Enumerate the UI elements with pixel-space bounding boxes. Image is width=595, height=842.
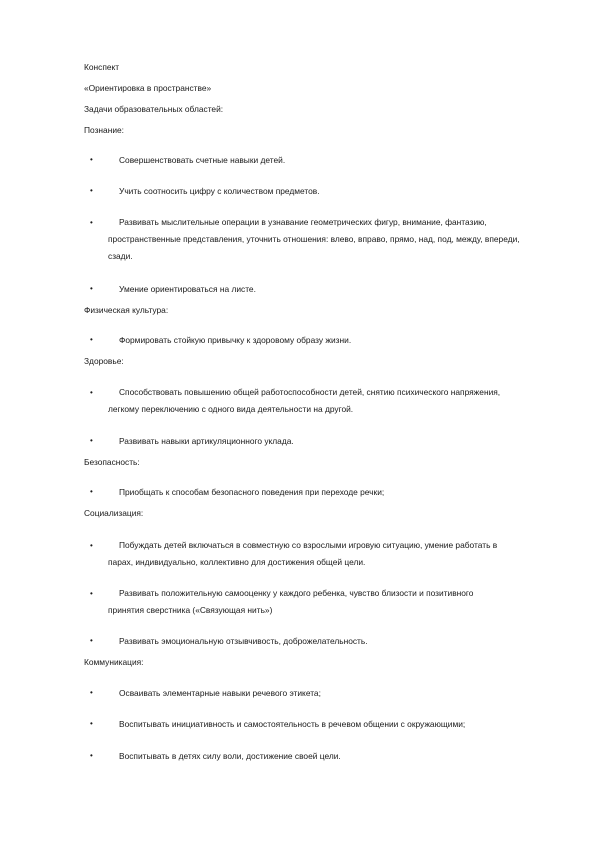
list-item: Приобщать к способам безопасного поведения при переходе речки; xyxy=(119,487,385,497)
section-heading-physical-culture: Физическая культура: xyxy=(84,305,169,315)
list-item xyxy=(108,214,534,265)
list-item-line: Побуждать детей включаться в совместную со взрослыми игровую ситуацию, умение работать в xyxy=(119,540,498,550)
list-item-line: Развивать положительную самооценку у каждого ребенка, чувство близости и позитивного xyxy=(119,588,474,598)
bullet-glyph: • xyxy=(90,218,93,227)
section-heading-health: Здоровье: xyxy=(84,356,124,366)
list-item-continuation: легкому переключению с одного вида деятельности на другой. xyxy=(108,404,354,414)
bullet-glyph: • xyxy=(90,388,93,397)
section-heading-safety: Безопасность: xyxy=(84,457,140,467)
list-item-continuation: парах, индивидуально, коллективно для достижения общей цели. xyxy=(108,557,366,567)
list-item: Учить соотносить цифру с количеством предметов. xyxy=(119,186,320,196)
section-heading-communication: Коммуникация: xyxy=(84,657,144,667)
section-heading-socialization: Социализация: xyxy=(84,508,144,518)
list-item: Осваивать элементарные навыки речевого этикета; xyxy=(119,688,321,698)
list-item: Воспитывать инициативность и самостоятельность в речевом общении с окружающими; xyxy=(119,719,466,729)
bullet-glyph: • xyxy=(90,155,93,164)
bullet-glyph: • xyxy=(90,751,93,760)
bullet-glyph: • xyxy=(90,688,93,697)
bullet-glyph: • xyxy=(90,186,93,195)
list-item xyxy=(108,585,534,619)
tasks-heading: Задачи образовательных областей: xyxy=(84,104,224,114)
bullet-glyph: • xyxy=(90,636,93,645)
bullet-glyph: • xyxy=(90,284,93,293)
list-item xyxy=(108,537,534,571)
section-heading-cognition: Познание: xyxy=(84,125,124,135)
list-item xyxy=(108,384,534,418)
list-item-line: Способствовать повышению общей работоспособности детей, снятию психического напряжения, xyxy=(119,387,501,397)
bullet-glyph: • xyxy=(90,487,93,496)
list-item: Умение ориентироваться на листе. xyxy=(119,284,256,294)
list-item-continuation: пространственные представления, уточнить отношения: влево, вправо, прямо, над, под, между, впереди, сзади. xyxy=(108,234,520,261)
list-item: Формировать стойкую привычку к здоровому образу жизни. xyxy=(119,335,352,345)
bullet-glyph: • xyxy=(90,335,93,344)
list-item: Развивать эмоциональную отзывчивость, доброжелательность. xyxy=(119,636,368,646)
doc-title: Конспект xyxy=(84,62,120,72)
bullet-glyph: • xyxy=(90,541,93,550)
bullet-glyph: • xyxy=(90,589,93,598)
list-item: Развивать навыки артикуляционного уклада. xyxy=(119,436,294,446)
list-item-continuation: принятия сверстника («Связующая нить») xyxy=(108,605,273,615)
doc-subtitle: «Ориентировка в пространстве» xyxy=(84,83,212,93)
list-item-line: Развивать мыслительные операции в узнавание геометрических фигур, внимание, фантазию, xyxy=(119,217,487,227)
bullet-glyph: • xyxy=(90,436,93,445)
list-item: Воспитывать в детях силу воли, достижение своей цели. xyxy=(119,751,341,761)
list-item: Совершенствовать счетные навыки детей. xyxy=(119,155,286,165)
bullet-glyph: • xyxy=(90,719,93,728)
